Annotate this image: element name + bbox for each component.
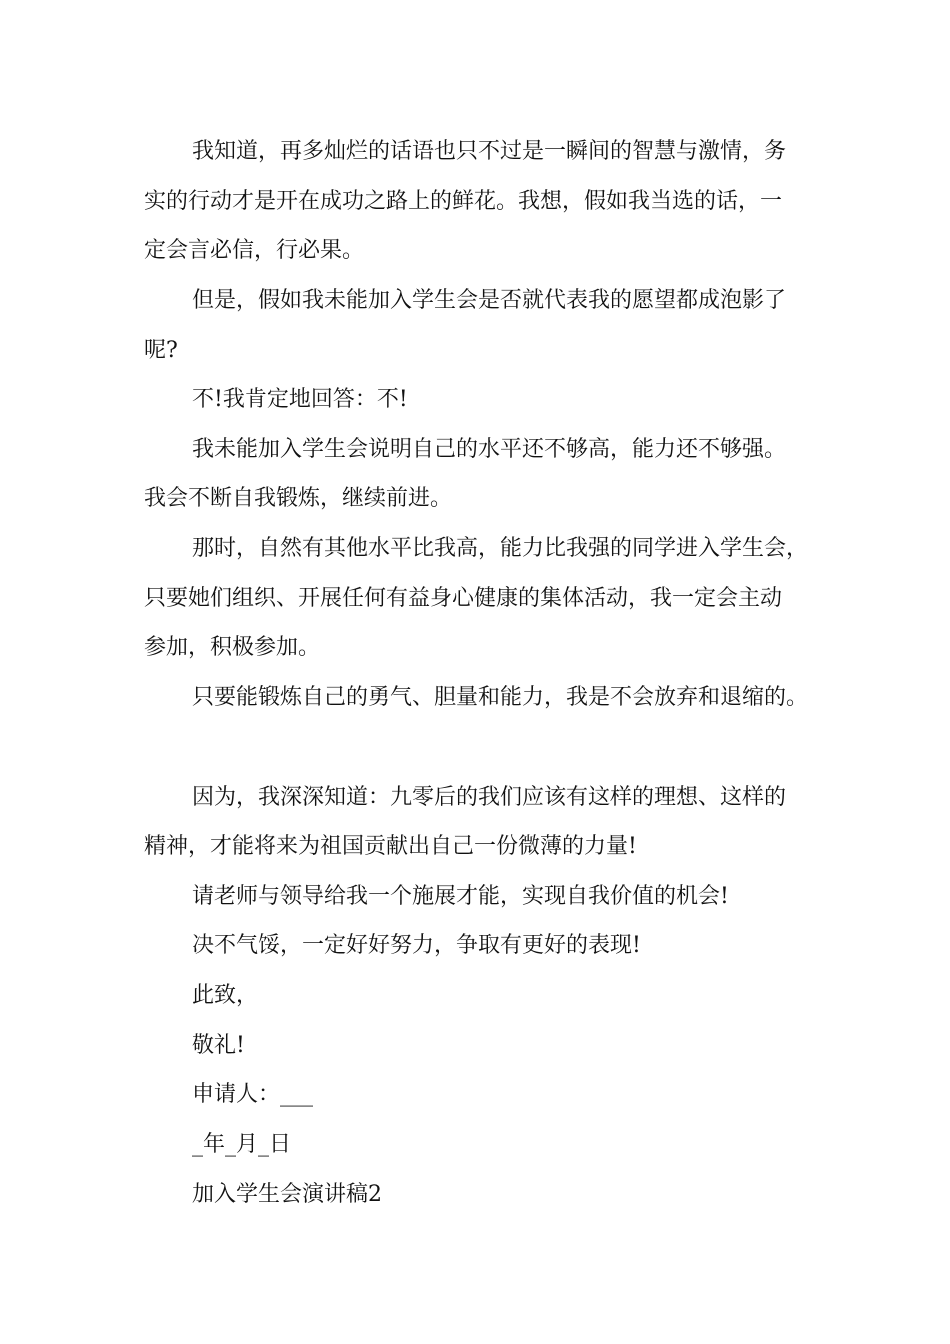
applicant-signature: 申请人：___ [192, 1082, 314, 1107]
paragraph-line: 不!我肯定地回答：不! [192, 387, 408, 412]
paragraph-line: 参加，积极参加。 [144, 635, 321, 660]
paragraph-line: 请老师与领导给我一个施展才能，实现自我价值的机会! [192, 884, 729, 909]
paragraph-line: 呢? [144, 338, 178, 363]
section-heading: 加入学生会演讲稿2 [192, 1182, 382, 1207]
closing-respect: 敬礼! [192, 1033, 245, 1058]
paragraph-line: 决不气馁，一定好好努力，争取有更好的表现! [192, 933, 641, 958]
paragraph-line: 那时，自然有其他水平比我高，能力比我强的同学进入学生会， [192, 536, 809, 561]
paragraph-line: 因为，我深深知道：九零后的我们应该有这样的理想、这样的 [192, 785, 787, 810]
paragraph-line: 实的行动才是开在成功之路上的鲜花。我想，假如我当选的话，一 [144, 189, 783, 214]
paragraph-line: 我未能加入学生会说明自己的水平还不够高，能力还不够强。 [192, 437, 787, 462]
paragraph-line: 只要她们组织、开展任何有益身心健康的集体活动，我一定会主动 [144, 586, 783, 611]
paragraph-line: 我会不断自我锻炼，继续前进。 [144, 486, 453, 511]
paragraph-line: 但是，假如我未能加入学生会是否就代表我的愿望都成泡影了 [192, 288, 787, 313]
paragraph-line: 我知道，再多灿烂的话语也只不过是一瞬间的智慧与激情，务 [192, 139, 787, 164]
paragraph-line: 只要能锻炼自己的勇气、胆量和能力，我是不会放弃和退缩的。 [192, 685, 809, 710]
date-line: _年_月_日 [192, 1132, 292, 1157]
paragraph-line: 定会言必信，行必果。 [144, 238, 365, 263]
closing-salutation: 此致， [192, 983, 259, 1008]
paragraph-line: 精神，才能将来为祖国贡献出自己一份微薄的力量! [144, 834, 637, 859]
